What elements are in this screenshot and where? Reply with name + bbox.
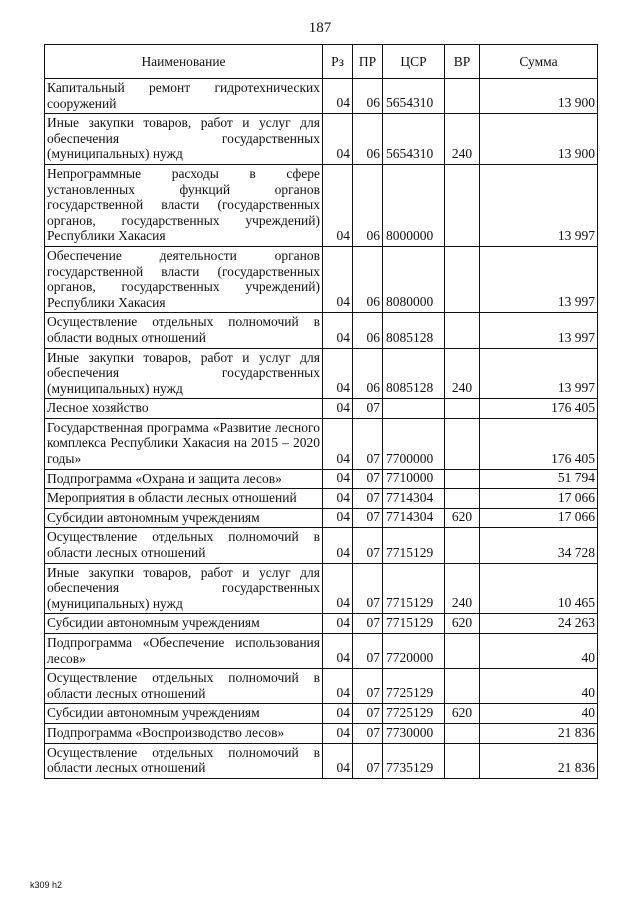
table-row [45,79,598,114]
cell-csr: 8080000 [383,246,445,312]
cell-name: Осуществление отдельных полномочий в области лесных отношений [45,743,323,778]
table-row [45,704,598,724]
cell-name: Капитальный ремонт гидротехнических сооружений [45,79,323,114]
cell-sum: 51 794 [480,469,598,489]
cell-name: Осуществление отдельных полномочий в области лесных отношений [45,669,323,704]
cell-csr: 8000000 [383,164,445,246]
cell-pr: 07 [353,723,383,743]
cell-rz: 04 [323,669,353,704]
cell-vr: 620 [445,508,480,528]
cell-name: Осуществление отдельных полномочий в области водных отношений [45,313,323,348]
table-row [45,528,598,563]
cell-vr: 240 [445,563,480,614]
cell-name: Непрограммные расходы в сфере установленных функций органов государственной власти (государственных органов, государственных учреждений) Республики Хакасия [45,164,323,246]
cell-rz: 04 [323,563,353,614]
cell-sum: 13 900 [480,114,598,165]
cell-sum: 17 066 [480,508,598,528]
header-vr: ВР [445,45,480,79]
cell-rz: 04 [323,614,353,634]
cell-pr: 07 [353,528,383,563]
header-pr: ПР [353,45,383,79]
table-row [45,418,598,469]
cell-rz: 04 [323,508,353,528]
cell-csr: 5654310 [383,114,445,165]
cell-csr: 7730000 [383,723,445,743]
cell-vr: 240 [445,348,480,399]
cell-rz: 04 [323,418,353,469]
cell-name: Подпрограмма «Воспроизводство лесов» [45,723,323,743]
cell-sum: 34 728 [480,528,598,563]
cell-csr [383,399,445,419]
cell-sum: 17 066 [480,489,598,509]
cell-sum: 13 997 [480,164,598,246]
cell-pr: 06 [353,313,383,348]
cell-vr: 620 [445,704,480,724]
cell-csr: 7710000 [383,469,445,489]
cell-sum: 40 [480,669,598,704]
cell-name: Иные закупки товаров, работ и услуг для обеспечения государственных (муниципальных) нужд [45,563,323,614]
cell-vr [445,743,480,778]
cell-name: Подпрограмма «Охрана и защита лесов» [45,469,323,489]
cell-vr [445,246,480,312]
header-sum: Сумма [480,45,598,79]
cell-csr: 7735129 [383,743,445,778]
cell-rz: 04 [323,348,353,399]
cell-rz: 04 [323,164,353,246]
cell-csr: 8085128 [383,313,445,348]
cell-name: Лесное хозяйство [45,399,323,419]
cell-vr [445,313,480,348]
header-name: Наименование [45,45,323,79]
cell-rz: 04 [323,634,353,669]
header-csr: ЦСР [383,45,445,79]
cell-sum: 13 997 [480,348,598,399]
cell-sum: 176 405 [480,399,598,419]
cell-pr: 06 [353,164,383,246]
cell-vr [445,399,480,419]
cell-pr: 07 [353,563,383,614]
table-row [45,348,598,399]
table-row [45,469,598,489]
cell-vr [445,164,480,246]
cell-rz: 04 [323,114,353,165]
cell-csr: 7714304 [383,508,445,528]
table-row [45,399,598,419]
cell-csr: 7725129 [383,704,445,724]
cell-csr: 7720000 [383,634,445,669]
table-row [45,634,598,669]
cell-vr [445,528,480,563]
cell-pr: 07 [353,508,383,528]
cell-sum: 13 997 [480,246,598,312]
cell-sum: 21 836 [480,743,598,778]
cell-name: Иные закупки товаров, работ и услуг для обеспечения государственных (муниципальных) нужд [45,348,323,399]
cell-sum: 40 [480,704,598,724]
table-row [45,313,598,348]
cell-name: Субсидии автономным учреждениям [45,614,323,634]
table-row [45,246,598,312]
cell-rz: 04 [323,399,353,419]
table-header-row [45,45,598,79]
cell-vr [445,489,480,509]
cell-name: Иные закупки товаров, работ и услуг для обеспечения государственных (муниципальных) нужд [45,114,323,165]
cell-sum: 40 [480,634,598,669]
cell-vr [445,669,480,704]
cell-vr: 240 [445,114,480,165]
cell-rz: 04 [323,489,353,509]
cell-sum: 21 836 [480,723,598,743]
cell-rz: 04 [323,723,353,743]
cell-pr: 07 [353,704,383,724]
cell-csr: 7714304 [383,489,445,509]
header-rz: Рз [323,45,353,79]
cell-pr: 06 [353,114,383,165]
cell-name: Субсидии автономным учреждениям [45,508,323,528]
cell-csr: 7700000 [383,418,445,469]
cell-rz: 04 [323,79,353,114]
cell-sum: 10 465 [480,563,598,614]
cell-rz: 04 [323,246,353,312]
cell-sum: 13 997 [480,313,598,348]
table-row [45,489,598,509]
cell-csr: 7725129 [383,669,445,704]
cell-csr: 7715129 [383,528,445,563]
cell-sum: 24 263 [480,614,598,634]
table-row [45,114,598,165]
cell-pr: 07 [353,743,383,778]
table-row [45,563,598,614]
cell-vr [445,634,480,669]
cell-pr: 07 [353,614,383,634]
cell-vr [445,469,480,489]
cell-rz: 04 [323,704,353,724]
cell-csr: 5654310 [383,79,445,114]
cell-rz: 04 [323,313,353,348]
cell-pr: 06 [353,348,383,399]
cell-name: Подпрограмма «Обеспечение использования лесов» [45,634,323,669]
cell-vr [445,418,480,469]
cell-pr: 07 [353,489,383,509]
cell-vr [445,79,480,114]
cell-pr: 07 [353,469,383,489]
cell-pr: 07 [353,418,383,469]
cell-csr: 7715129 [383,614,445,634]
cell-vr [445,723,480,743]
cell-name: Субсидии автономным учреждениям [45,704,323,724]
cell-name: Осуществление отдельных полномочий в области лесных отношений [45,528,323,563]
cell-csr: 8085128 [383,348,445,399]
cell-pr: 07 [353,399,383,419]
cell-rz: 04 [323,469,353,489]
cell-pr: 07 [353,669,383,704]
table-row [45,669,598,704]
cell-name: Государственная программа «Развитие лесного комплекса Республики Хакасия на 2015 – 2020 годы» [45,418,323,469]
table-row [45,508,598,528]
cell-pr: 06 [353,246,383,312]
cell-sum: 13 900 [480,79,598,114]
cell-sum: 176 405 [480,418,598,469]
cell-rz: 04 [323,528,353,563]
budget-table [44,44,598,779]
table-row [45,164,598,246]
cell-name: Обеспечение деятельности органов государственной власти (государственных органов, государственных учреждений) Республики Хакасия [45,246,323,312]
cell-vr: 620 [445,614,480,634]
cell-name: Мероприятия в области лесных отношений [45,489,323,509]
cell-csr: 7715129 [383,563,445,614]
page-number: 187 [308,20,332,36]
table-row [45,743,598,778]
footer-code: k309 h2 [30,880,63,890]
cell-pr: 06 [353,79,383,114]
table-row [45,614,598,634]
table-row [45,723,598,743]
cell-rz: 04 [323,743,353,778]
cell-pr: 07 [353,634,383,669]
